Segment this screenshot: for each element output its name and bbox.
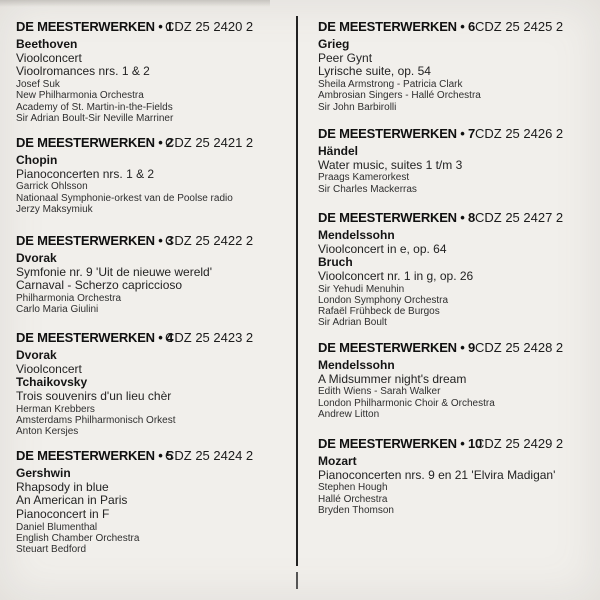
work-line: Symfonie nr. 9 'Uit de nieuwe wereld' bbox=[16, 264, 213, 279]
composer-line: Beethoven bbox=[16, 37, 78, 51]
performer-line: Nationaal Symphonie-orkest van de Poolse radio bbox=[16, 192, 233, 204]
album-entry bbox=[318, 126, 596, 195]
column-divider bbox=[296, 16, 298, 566]
album-entry bbox=[16, 330, 294, 437]
performer-line: Sir Adrian Boult bbox=[318, 317, 387, 329]
performer-line: Rafaël Frühbeck de Burgos bbox=[318, 306, 440, 318]
work-line: Pianoconcerten nrs. 9 en 21 'Elvira Madigan' bbox=[318, 467, 556, 482]
column-divider-tail bbox=[296, 572, 298, 589]
performer-line: Sheila Armstrong - Patricia Clark bbox=[318, 79, 463, 91]
series-title: DE MEESTERWERKEN • 9 bbox=[318, 340, 476, 355]
composer-line: Gershwin bbox=[16, 466, 71, 480]
composer-line: Grieg bbox=[318, 37, 350, 51]
album-entry bbox=[318, 19, 596, 113]
composer-line: Chopin bbox=[16, 153, 58, 167]
catalog-number: CDZ 25 2423 2 bbox=[165, 330, 254, 345]
catalog-number: CDZ 25 2426 2 bbox=[475, 126, 564, 141]
album-entry bbox=[16, 233, 294, 316]
composer-line: Tchaikovsky bbox=[16, 375, 88, 390]
catalog-number: CDZ 25 2421 2 bbox=[165, 135, 254, 150]
album-entry bbox=[318, 340, 596, 420]
entry-header bbox=[16, 330, 294, 344]
performer-line: Bryden Thomson bbox=[318, 504, 394, 516]
work-line: Vioolconcert bbox=[16, 361, 82, 376]
performer-line: Sir Adrian Boult-Sir Neville Marriner bbox=[16, 112, 174, 124]
series-title: DE MEESTERWERKEN • 10 bbox=[318, 436, 483, 451]
entry-header bbox=[318, 340, 596, 354]
album-entry bbox=[16, 19, 294, 124]
performer-line: Sir Yehudi Menuhin bbox=[318, 283, 405, 295]
composer-line: Händel bbox=[318, 144, 359, 158]
performer-line: Amsterdams Philharmonisch Orkest bbox=[16, 415, 176, 427]
series-title: DE MEESTERWERKEN • 1 bbox=[16, 19, 174, 34]
performer-line: Josef Suk bbox=[16, 79, 60, 91]
performer-line: Praags Kamerorkest bbox=[318, 172, 410, 184]
performer-line: Ambrosian Singers - Hallé Orchestra bbox=[318, 90, 481, 102]
left-column bbox=[16, 0, 294, 600]
work-line: Vioolconcert nr. 1 in g, op. 26 bbox=[318, 269, 474, 284]
work-line: Pianoconcerten nrs. 1 & 2 bbox=[16, 166, 155, 181]
catalog-number: CDZ 25 2428 2 bbox=[475, 340, 564, 355]
work-line: Trois souvenirs d'un lieu chèr bbox=[16, 389, 172, 404]
performer-line: Anton Kersjes bbox=[16, 426, 79, 438]
performer-line: Steuart Bedford bbox=[16, 544, 87, 556]
composer-line: Mendelssohn bbox=[318, 358, 395, 372]
entry-header bbox=[318, 126, 596, 140]
entry-header bbox=[16, 233, 294, 247]
entry-header bbox=[318, 19, 596, 33]
performer-line: Hallé Orchestra bbox=[318, 493, 388, 505]
work-line: Vioolconcert in e, op. 64 bbox=[318, 241, 447, 256]
series-title: DE MEESTERWERKEN • 4 bbox=[16, 330, 174, 345]
work-line: A Midsummer night's dream bbox=[318, 371, 467, 386]
performer-line: London Philharmonic Choir & Orchestra bbox=[318, 397, 495, 409]
performer-line: Sir John Barbirolli bbox=[318, 101, 397, 113]
performer-line: Daniel Blumenthal bbox=[16, 521, 98, 533]
performer-line: Carlo Maria Giulini bbox=[16, 304, 99, 316]
catalog-number: CDZ 25 2420 2 bbox=[165, 19, 254, 34]
work-line: Rhapsody in blue bbox=[16, 479, 109, 494]
composer-line: Mendelssohn bbox=[318, 228, 395, 242]
performer-line: Sir Charles Mackerras bbox=[318, 183, 417, 195]
series-title: DE MEESTERWERKEN • 5 bbox=[16, 448, 174, 463]
performer-line: Garrick Ohlsson bbox=[16, 181, 88, 193]
catalog-number: CDZ 25 2429 2 bbox=[475, 436, 564, 451]
album-entry bbox=[318, 210, 596, 329]
series-title: DE MEESTERWERKEN • 6 bbox=[318, 19, 476, 34]
entry-header bbox=[318, 210, 596, 224]
work-line: Pianoconcert in F bbox=[16, 507, 110, 522]
performer-line: Stephen Hough bbox=[318, 482, 388, 494]
performer-line: Philharmonia Orchestra bbox=[16, 293, 122, 305]
series-title: DE MEESTERWERKEN • 8 bbox=[318, 210, 476, 225]
work-line: Lyrische suite, op. 54 bbox=[318, 64, 431, 79]
composer-line: Bruch bbox=[318, 255, 353, 270]
entry-header bbox=[16, 135, 294, 149]
catalog-number: CDZ 25 2422 2 bbox=[165, 233, 254, 248]
composer-line: Dvorak bbox=[16, 251, 57, 265]
series-title: DE MEESTERWERKEN • 2 bbox=[16, 135, 174, 150]
entry-header bbox=[318, 436, 596, 450]
work-line: An American in Paris bbox=[16, 493, 128, 508]
album-entry bbox=[16, 135, 294, 215]
performer-line: Edith Wiens - Sarah Walker bbox=[318, 386, 441, 398]
entry-header bbox=[16, 448, 294, 462]
album-entry bbox=[16, 448, 294, 555]
catalog-number: CDZ 25 2424 2 bbox=[165, 448, 254, 463]
composer-line: Mozart bbox=[318, 454, 357, 468]
work-line: Vioolromances nrs. 1 & 2 bbox=[16, 64, 150, 79]
work-line: Peer Gynt bbox=[318, 50, 373, 65]
performer-line: English Chamber Orchestra bbox=[16, 533, 140, 545]
right-column bbox=[318, 0, 596, 600]
performer-line: Andrew Litton bbox=[318, 408, 380, 420]
catalog-number: CDZ 25 2425 2 bbox=[475, 19, 564, 34]
catalog-number: CDZ 25 2427 2 bbox=[475, 210, 564, 225]
performer-line: London Symphony Orchestra bbox=[318, 295, 449, 307]
series-title: DE MEESTERWERKEN • 3 bbox=[16, 233, 174, 248]
album-entry bbox=[318, 436, 596, 516]
performer-line: Academy of St. Martin-in-the-Fields bbox=[16, 101, 173, 113]
composer-line: Dvorak bbox=[16, 348, 57, 362]
work-line: Carnaval - Scherzo capriccioso bbox=[16, 278, 183, 293]
entry-header bbox=[16, 19, 294, 33]
performer-line: Herman Krebbers bbox=[16, 403, 95, 415]
work-line: Vioolconcert bbox=[16, 50, 82, 65]
performer-line: New Philharmonia Orchestra bbox=[16, 90, 144, 102]
series-title: DE MEESTERWERKEN • 7 bbox=[318, 126, 476, 141]
work-line: Water music, suites 1 t/m 3 bbox=[318, 157, 463, 172]
performer-line: Jerzy Maksymiuk bbox=[16, 203, 93, 215]
